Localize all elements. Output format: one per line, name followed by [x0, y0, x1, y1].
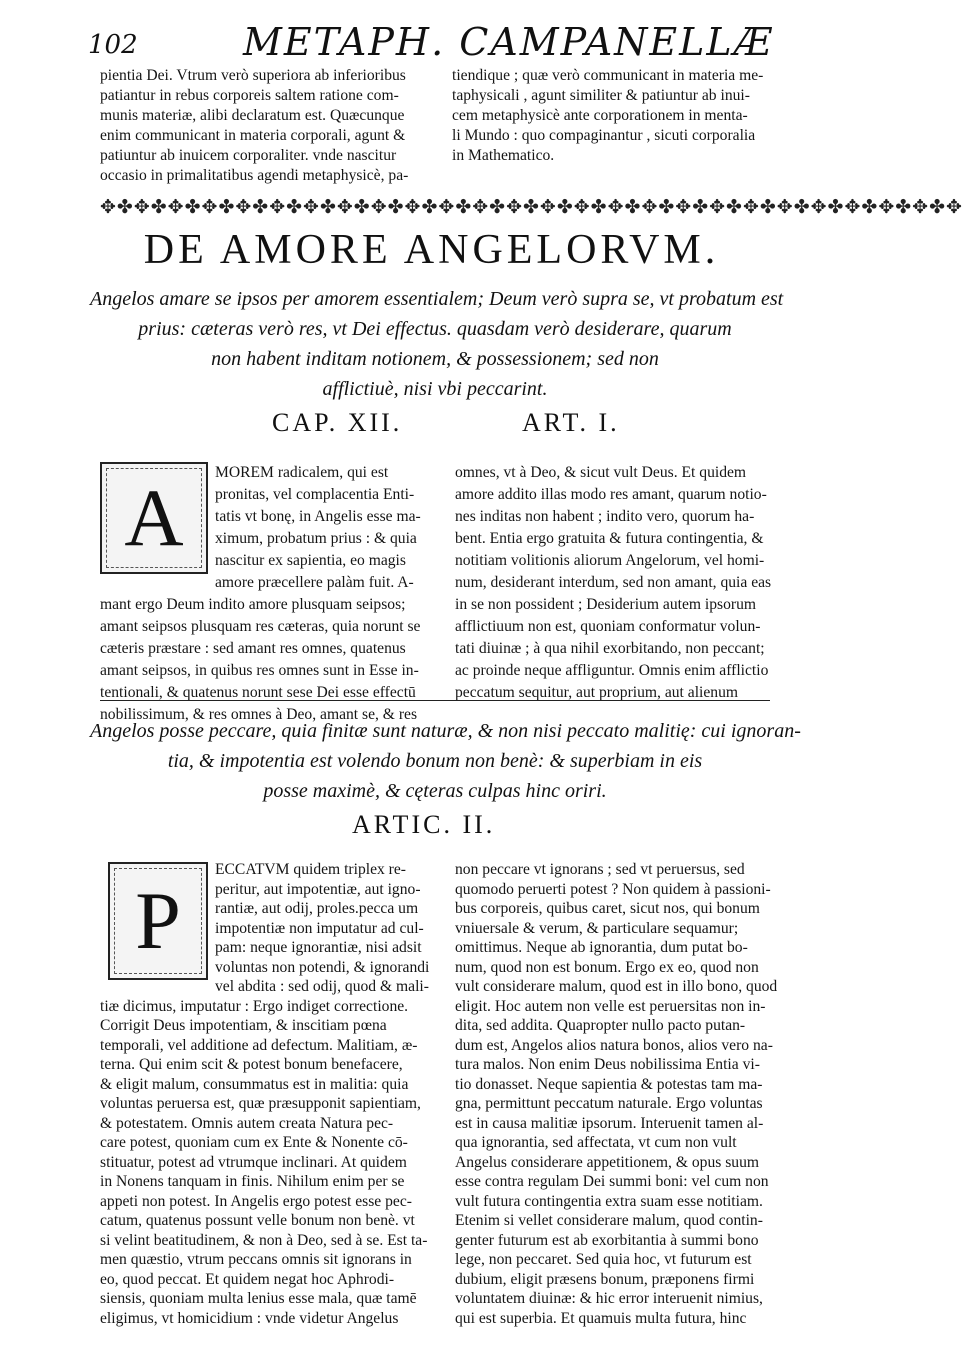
text-line: occasio in primalitatibus agendi metaphysicè, pa- [100, 167, 409, 184]
text-line: posse maximè, & cęteras culpas hinc oriri. [263, 780, 607, 802]
text-line: afflictiuum non est, quoniam conformatur volun- [455, 618, 761, 635]
text-line: ac proinde neque affliguntur. Omnis enim afflictio [455, 662, 769, 679]
text-line: tio donasset. Neque sapientia & potestas tam ma- [455, 1075, 763, 1093]
text-line: dubium, eligit præsens bonum, præponens firmi [455, 1270, 755, 1288]
text-line: Angelos posse peccare, quia finitæ sunt naturæ, & non nisi peccato malitię: cui ignoran- [90, 720, 801, 742]
text-line: eo, quod peccat. Et quidem negat hoc Aphrodi- [100, 1270, 395, 1288]
text-line: tatis vt bonę, in Angelis esse ma- [215, 508, 421, 525]
text-line: peritur, aut impotentiæ, aut igno- [215, 880, 421, 898]
text-line: tia, & impotentia est volendo bonum non benè: & superbiam in eis [167, 750, 703, 772]
text-line: genter futurum est ab exorbitantia à summi bono [455, 1231, 759, 1249]
article2-left-column [100, 860, 440, 1328]
text-line: nobilissimum, & res omnes à Deo, amant se, & res [100, 706, 418, 723]
text-line: & potestatem. Omnis autem creata Natura pec- [100, 1114, 394, 1132]
drop-cap-a: A [100, 462, 208, 574]
text-line: bus corporeis, quibus caret, sicut nos, qui bonum [455, 900, 760, 917]
text-line: gna, permittunt peccatum naturale. Ergo voluntas [455, 1095, 763, 1112]
article1-left-column [100, 462, 440, 726]
text-line: men quæstio, vtrum peccans omnis sit ignorans in [100, 1251, 412, 1268]
article2-label: ARTIC. II. [352, 810, 496, 839]
text-line: omnes, vt à Deo, & sicut vult Deus. Et quidem [455, 464, 747, 481]
section-divider [100, 700, 770, 701]
text-line: li Mundo : quo compaginantur , sicuti corporalia [452, 127, 756, 144]
text-line: ximum, probatum prius : & quia [215, 530, 417, 547]
article1-right-column [455, 462, 785, 704]
page-number: 102 [88, 30, 138, 60]
text-line: amant seipsos plusquam res cæteras, quia norunt se [100, 618, 421, 635]
article-label: ART. I. [522, 408, 620, 437]
text-line: enim communicant in materia corporali, agunt & [100, 127, 406, 144]
ornamental-band: ✥✤✥✤✥✤✥✤✥✤✥✤✥✤✥✤✥✤✥✤✥✤✥✤✥✤✥✤✥✤✥✤✥✤✥✤✥✤✥✤✥✤✥✤✥✤✥✤✥✤✥ [100, 196, 963, 218]
text-line: qui est superbia. Et quamuis multa futura, hinc [455, 1309, 747, 1327]
running-title: METAPH. CAMPANELLÆ [243, 20, 774, 64]
text-line: num, desiderant interdum, sed non amant, quia eas [455, 574, 772, 591]
text-line: impotentiæ non imputatur ad cul- [215, 919, 424, 937]
text-line: care potest, quoniam cum ex Ente & Nonente cō- [100, 1134, 408, 1151]
chapter-title: DE AMORE ANGELORVM. [143, 227, 720, 273]
text-line: amant seipsos, in quibus res omnes sunt in Esse in- [100, 662, 419, 679]
text-line: tiendique ; quæ verò communicant in materia me- [452, 67, 764, 84]
text-line: vel abdita : sed odij, quod & mali- [215, 978, 429, 995]
text-line: amore præcellere palàm fuit. A- [215, 574, 414, 591]
article2-summary [90, 716, 801, 806]
text-line: Angelus considerare appetitionem, & opus suum [455, 1153, 760, 1171]
text-line: vult futura contingentia extra suam esse notitiam. [455, 1192, 763, 1210]
text-line: si velint beatitudinem, & non à Deo, sed à se. Est ta- [100, 1231, 428, 1249]
text-line: siensis, quoniam multa lenius esse mala, quæ tamē [100, 1290, 417, 1307]
top-left-column [100, 66, 435, 186]
text-line: peccatum sequitur, aut proprium, aut alienum [455, 684, 739, 701]
text-line: cem metaphysicè ante corporationem in menta- [452, 107, 748, 124]
text-line: in se non possident ; Desiderium autem ipsorum [455, 596, 757, 613]
drop-cap-p: P [108, 862, 208, 980]
text-line: tati diuinæ ; à qua nihil exorbitando, non peccant; [455, 640, 765, 657]
text-line: MOREM radicalem, qui est [215, 464, 389, 481]
top-right-column [452, 66, 787, 166]
text-line: est in causa malitiæ ipsorum. Interuenit tamen al- [455, 1114, 764, 1132]
text-line: tura malos. Non enim Deus nobilissima Entia vi- [455, 1056, 760, 1073]
text-line: non habent inditam notionem, & possessionem; sed non [211, 348, 659, 370]
text-line: patiantur in rebus corporeis saltem ratione com- [100, 87, 399, 104]
text-line: pam: neque ignorantiæ, nisi adsit [215, 939, 422, 956]
text-line: in Mathematico. [452, 147, 555, 164]
text-line: afflictiuè, nisi vbi peccarint. [322, 378, 548, 400]
running-head [88, 20, 788, 68]
text-line: catum, quatenus possunt velle bonum non benè. vt [100, 1212, 415, 1229]
text-line: eligimus, vt homicidium : vnde videtur Angelus [100, 1309, 399, 1327]
text-line: taphysicali , agunt similiter & patiuntur ab inui- [452, 87, 750, 104]
text-line: num, quod non est bonum. Ergo ex eo, quod non [455, 958, 759, 976]
text-line: lege, non peccaret. Sed quia hoc, vt futurum est [455, 1251, 752, 1268]
text-line: non peccare vt ignorans ; sed vt peruersus, sed [455, 861, 745, 878]
text-line: voluntas peruersa est, quæ præsupponit sapientiam, [100, 1095, 421, 1112]
text-line: pronitas, vel complacentia Enti- [215, 486, 415, 503]
text-line: cæteris præstare : sed amant res omnes, quatenus [100, 640, 406, 657]
text-line: munis materiæ, alibi declaratum est. Quæcunque [100, 107, 405, 124]
text-line: amore addito illas modo res amant, quarum notio- [455, 486, 767, 503]
text-line: prius: cæteras verò res, vt Dei effectus. quasdam verò desiderare, quarum [138, 318, 732, 340]
text-line: voluntatem diuinæ: & hic error interuenit nimius, [455, 1290, 763, 1307]
text-line: in Nonens tanquam in finis. Nihilum enim per se [100, 1173, 405, 1190]
text-line: terna. Qui enim scit & potest bonum benefacere, [100, 1056, 403, 1073]
text-line: patiuntur ab inuicem corporaliter. vnde nascitur [100, 147, 397, 164]
text-line: tentionali, & quatenus norunt sese Dei esse effectū [100, 684, 416, 701]
text-line: nascitur ex sapientia, eo magis [215, 552, 406, 569]
text-line: dum est, Angelos alios natura bonos, alios vero na- [455, 1036, 773, 1054]
text-line: mant ergo Deum indito amore plusquam seipsos; [100, 596, 406, 613]
chapter-number: CAP. XII. [272, 408, 403, 437]
text-line: & eligit malum, consummatus est in malitia: quia [100, 1075, 409, 1093]
text-line: Corrigit Deus impotentiam, & inscitiam pœna [100, 1017, 387, 1034]
text-line: notitiam volitionis aliorum Angelorum, vel homi- [455, 552, 765, 569]
chapter-summary [90, 284, 784, 404]
text-line: ECCATVM quidem triplex re- [215, 861, 406, 878]
text-line: nes inditas non habent ; indito vero, quorum ha- [455, 508, 755, 525]
text-line: dita, sed addita. Quapropter nullo pacto putan- [455, 1017, 746, 1034]
text-line: quomodo peruerti potest ? Non quidem à passioni- [455, 880, 771, 898]
article2-right-column [455, 860, 785, 1328]
text-line: vniuersale & verum, & particulare sequamur; [455, 919, 739, 937]
text-line: bent. Entia ergo gratuita & futura contingentia, & [455, 530, 764, 547]
text-line: vult considerare malum, quod est in illo bono, quod [455, 978, 778, 995]
text-line: pientia Dei. Vtrum verò superiora ab inferioribus [100, 67, 406, 84]
text-line: eligit. Hoc autem non velle est peruersitas non in- [455, 997, 766, 1015]
text-line: temporali, vel additione ad defectum. Malitiam, æ- [100, 1036, 418, 1054]
text-line: Etenim si vellet considerare malum, quod contin- [455, 1212, 763, 1229]
text-line: qua ignorantia, sed affectata, vt cum non vult [455, 1134, 737, 1151]
text-line: stituatur, potest ad vtrumque inclinari. At quidem [100, 1153, 407, 1171]
text-line: omittimus. Neque ab ignorantia, dum putat bo- [455, 939, 748, 956]
text-line: tiæ dicimus, imputatur : Ergo indiget correctione. [100, 997, 409, 1015]
text-line: rantiæ, aut odij, proles.pecca um [215, 900, 419, 917]
text-line: appeti non potest. In Angelis ergo potest esse pec- [100, 1192, 412, 1210]
text-line: Angelos amare se ipsos per amorem essentialem; Deum verò supra se, vt probatum est [90, 288, 784, 310]
text-line: voluntas non potendi, & ignorandi [215, 958, 430, 976]
text-line: esse contra regulam Dei summi boni: vel cum non [455, 1173, 769, 1190]
